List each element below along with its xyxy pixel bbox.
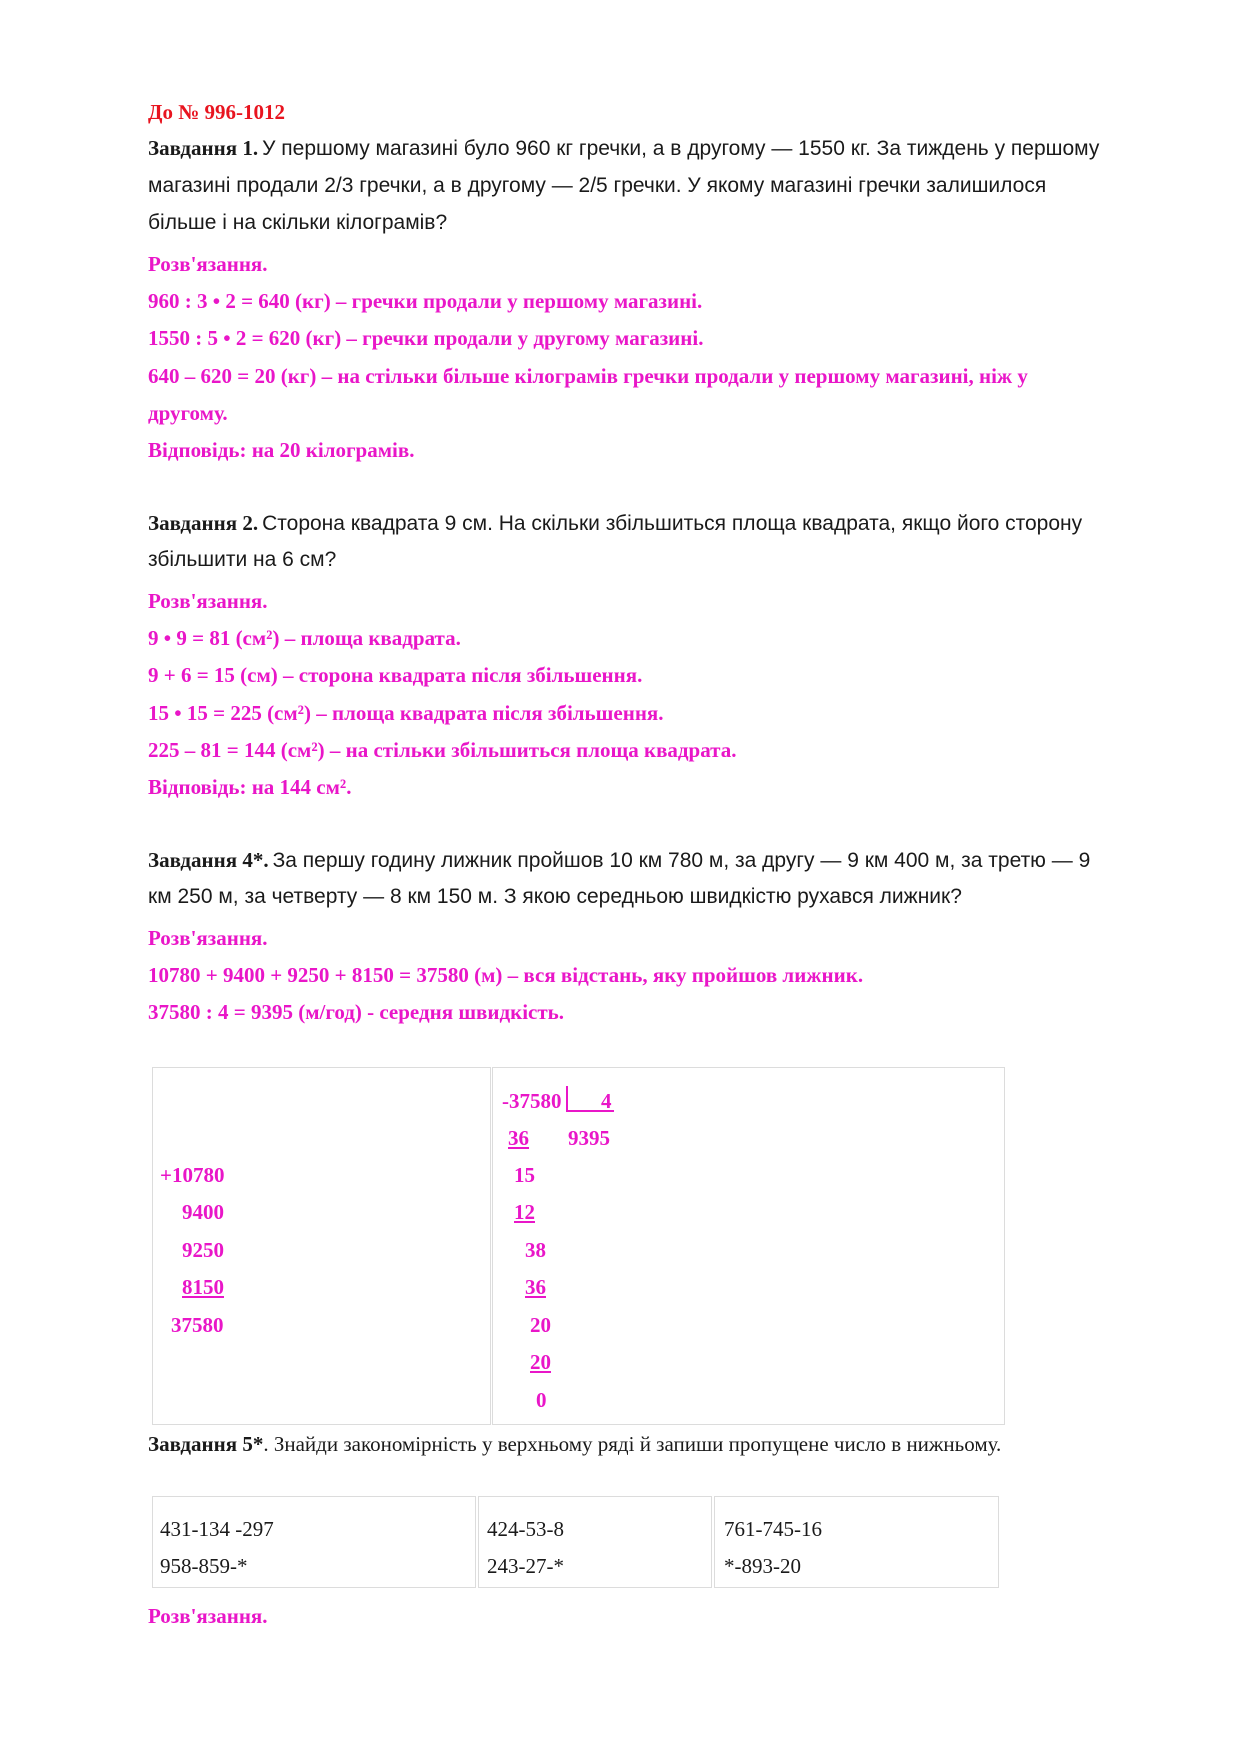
division-divisor: 4 [601, 1089, 612, 1113]
task1-answer: Відповідь: на 20 кілограмів. [148, 438, 415, 462]
task5-text: . Знайди закономірність у верхньому ряді й запиши пропущене число в нижньому. [263, 1432, 1002, 1456]
task2-solution-label: Розв'язання. [148, 589, 268, 613]
division-remainder: 0 [536, 1388, 547, 1412]
task4-text-1: За першу годину лижник пройшов 10 км 780 м, за другу — 9 км 400 м, за третю — 9 [272, 849, 1091, 872]
task1-step-1: 960 : 3 • 2 = 640 (кг) – гречки продали у першому магазині. [148, 289, 703, 313]
division-dividend: -37580 [502, 1089, 562, 1113]
task1-label: Завдання 1. [148, 136, 259, 160]
task4-text-2: км 250 м, за четверту — 8 км 150 м. З якою середньою швидкістю рухався лижник? [148, 885, 962, 908]
division-row-6: 20 [530, 1313, 551, 1337]
addition-sum: 37580 [171, 1313, 224, 1337]
division-row-4: 38 [525, 1238, 546, 1262]
division-row-7: 20 [530, 1350, 551, 1374]
section-range-heading: До № 996-1012 [148, 100, 286, 124]
pattern-3-top: 761-745-16 [724, 1517, 822, 1541]
task1-step-3: 640 – 620 = 20 (кг) – на стільки більше кілограмів гречки продали у першому магазині, ніж у [148, 364, 1028, 388]
task1-text-1: У першому магазині було 960 кг гречки, а в другому — 1550 кг. За тиждень у першому [262, 137, 1100, 160]
task1-solution-label: Розв'язання. [148, 252, 268, 276]
task4-line-1 [148, 848, 1090, 873]
task1-text-3: більше і на скільки кілограмів? [148, 211, 448, 234]
pattern-1-top: 431-134 -297 [160, 1517, 274, 1541]
addition-term-3: 9250 [182, 1238, 224, 1262]
pattern-2-bottom: 243-27-* [487, 1554, 564, 1578]
task2-step-2: 9 + 6 = 15 (см) – сторона квадрата після збільшення. [148, 663, 643, 687]
pattern-3-bottom: *-893-20 [724, 1554, 801, 1578]
addition-term-4: 8150 [182, 1275, 224, 1299]
task2-line-1 [148, 511, 1082, 536]
task2-step-4: 225 – 81 = 144 (см²) – на стільки збільшиться площа квадрата. [148, 738, 737, 762]
task1-step-2: 1550 : 5 • 2 = 620 (кг) – гречки продали у другому магазині. [148, 326, 704, 350]
division-row-1: 36 [508, 1126, 529, 1150]
task2-text-2: збільшити на 6 см? [148, 548, 337, 571]
task2-text-1: Сторона квадрата 9 см. На скільки збільшиться площа квадрата, якщо його сторону [262, 512, 1083, 535]
task2-step-3: 15 • 15 = 225 (см²) – площа квадрата після збільшення. [148, 701, 664, 725]
task2-step-1: 9 • 9 = 81 (см²) – площа квадрата. [148, 626, 461, 650]
task1-text-2: магазині продали 2/3 гречки, а в другому — 2/5 гречки. У якому магазині гречки залишилося [148, 174, 1047, 197]
task4-label: Завдання 4*. [148, 848, 269, 872]
division-row-5: 36 [525, 1275, 546, 1299]
division-row-3: 12 [514, 1200, 535, 1224]
task2-answer: Відповідь: на 144 см². [148, 775, 352, 799]
task5-label: Завдання 5* [148, 1432, 264, 1456]
addition-term-2: 9400 [182, 1200, 224, 1224]
pattern-2-top: 424-53-8 [487, 1517, 564, 1541]
task5-line [148, 1432, 1001, 1457]
division-column-cell [492, 1067, 1005, 1425]
pattern-1-bottom: 958-859-* [160, 1554, 248, 1578]
task1-line-1 [148, 136, 1099, 161]
task5-solution-label: Розв'язання. [148, 1604, 268, 1628]
division-quotient: 9395 [568, 1126, 610, 1150]
task4-step-2: 37580 : 4 = 9395 (м/год) - середня швидкість. [148, 1000, 565, 1024]
division-row-2: 15 [514, 1163, 535, 1187]
addition-term-1: +10780 [160, 1163, 225, 1187]
task1-step-4: другому. [148, 401, 228, 425]
task2-label: Завдання 2. [148, 511, 259, 535]
task4-solution-label: Розв'язання. [148, 926, 268, 950]
task4-step-1: 10780 + 9400 + 9250 + 8150 = 37580 (м) – вся відстань, яку пройшов лижник. [148, 963, 864, 987]
